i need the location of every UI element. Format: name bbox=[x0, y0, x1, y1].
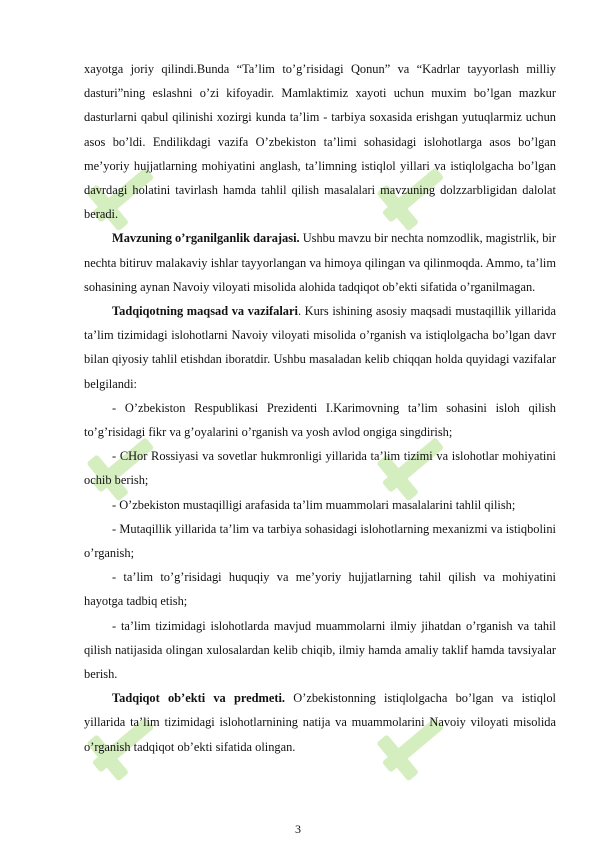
paragraph-goals: Tadqiqotning maqsad va vazifalari. Kurs ishining asosiy maqsadi mustaqillik yillarida ta’lim tizimidagi islohotlarni Navoiy viloyati misolida o’rganish va istiqlolgacha bo’lgan davr bilan qiyosiy tahlil etishdan iboratdir. Ushbu masaladan kelib chiqqan holda quyidagi vazifalar belgilandi: bbox=[84, 304, 556, 391]
paragraph-intro: xayotga joriy qilindi.Bunda “Ta’lim to’g’risidagi Qonun” va “Kadrlar tayyorlash milliy dasturi”ning eslashni o’zi kifoyadir. Mamlaktimiz xayoti uchun muxim bo’lgan mazkur dasturlarni qabul qilinishi xozirgi kunda ta’lim - tarbiya soxasida erishgan yutuqlarmiz uchun asos bo’ldi. Endilikdagi vazifa O’zbekiston ta’limi sohasidagi islohotlarga asos bo’lgan me’yoriy hujjatlarning mohiyatini anglash, ta’limning istiqlol yillari va istiqlolgacha bo’lgan davrdagi holatini tavirlash hamda tahlil qilish masalalari mavzuning dolzzarbligidan dalolat beradi. bbox=[84, 62, 556, 222]
list-item: - CHor Rossiyasi va sovetlar hukmronligi yillarida ta’lim tizimi va islohotlar mohiyatini ochib berish; bbox=[84, 449, 556, 488]
list-item: - ta’lim tizimidagi islohotlarda mavjud muammolarni ilmiy jihatdan o’rganish va tahil qilish natijasida olingan xulosalardan kelib chiqib, ilmiy hamda amaliy taklif hamda tavsiyalar berish. bbox=[84, 618, 556, 682]
page-number: 3 bbox=[295, 822, 301, 836]
section-heading: Tadqiqot ob’ekti va predmeti. bbox=[112, 691, 286, 706]
list-item: - O’zbekiston Respublikasi Prezidenti I.Karimovning ta’lim sohasini isloh qilish to’g’risidagi fikr va g’oyalarini o’rganish va yosh avlod ongiga singdirish; bbox=[84, 400, 556, 440]
paragraph-study-level: Mavzuning o’rganilganlik darajasi. Ushbu mavzu bir nechta nomzodlik, magistrlik, bir nechta bitiruv malakaviy ishlar tayyorlangan va himoya qilingan va qilinmoqda. Ammo, ta’lim sohasining aynan Navoiy viloyati misolida alohida tadqiqot ob’ekti sifatida o’rganilmagan. bbox=[84, 231, 556, 294]
list-item: - ta’lim to’g’risidagi huquqiy va me’yoriy hujjatlarning tahil qilish va mohiyatini hayotga tadbiq etish; bbox=[84, 570, 556, 609]
paragraph-object: Tadqiqot ob’ekti va predmeti. O’zbekistonning istiqlolgacha bo’lgan va istiqlol yillarida ta’lim tizimidagi islohotlarnining natija va muammolarini Navoiy viloyati misolida o’rganish tadqiqot ob’ekti sifatida olingan. bbox=[84, 691, 556, 754]
list-item: - Mutaqillik yillarida ta’lim va tarbiya sohasidagi islohotlarning mexanizmi va istiqbolini o’rganish; bbox=[84, 521, 556, 561]
section-heading: Tadqiqotning maqsad va vazifalari bbox=[112, 304, 298, 319]
section-heading: Mavzuning o’rganilganlik darajasi. bbox=[112, 231, 300, 246]
body-text bbox=[84, 57, 556, 759]
list-item: - O’zbekiston mustaqilligi arafasida ta’lim muammolari masalalarini tahlil qilish; bbox=[112, 497, 516, 512]
